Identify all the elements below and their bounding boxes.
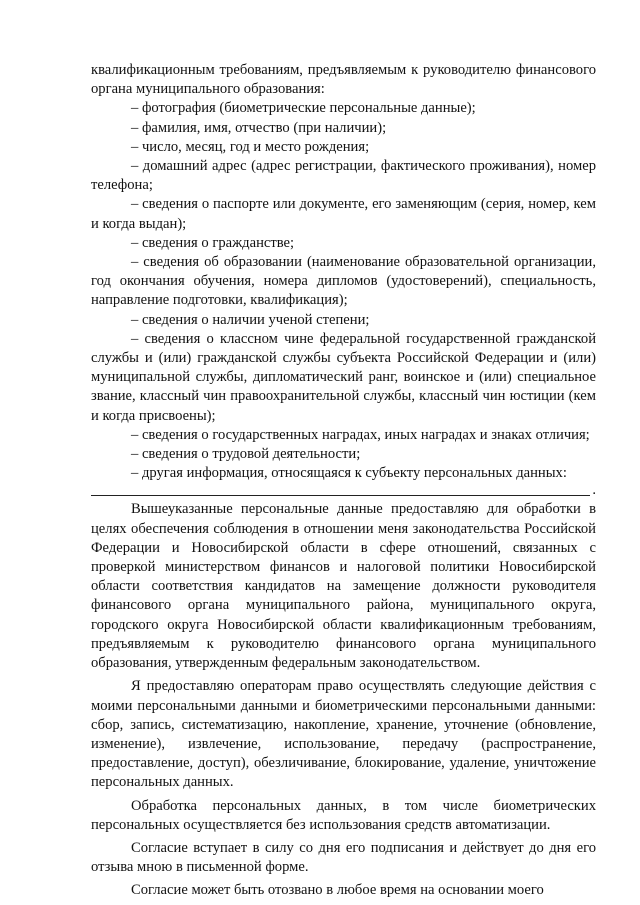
paragraph-processing: Обработка персональных данных, в том числе биометрических персональных осуществляется без использования средств автоматизации. xyxy=(91,797,596,833)
list-item-work: – сведения о трудовой деятельности; xyxy=(131,446,361,463)
fill-in-line xyxy=(91,482,596,499)
paragraph-intro: квалификационным требованиям, предъявляемым к руководителю финансового органа муниципального образования: xyxy=(91,62,596,98)
list-item-other: – другая информация, относящаяся к субъекту персональных данных: xyxy=(131,465,567,482)
list-item-address: – домашний адрес (адрес регистрации, фактического проживания), номер телефона; xyxy=(91,158,596,194)
list-item-birth: – число, месяц, год и место рождения; xyxy=(131,138,370,155)
document-body xyxy=(91,61,596,901)
paragraph-purpose: Вышеуказанные персональные данные предоставляю для обработки в целях обеспечения соблюдения в отношении меня законодательства Российской Федерации и Новосибирской области в сфере отношений, связанных с проверкой министерством финансов и налоговой политики Новосибирской области соответствия кандидатов на замещение должности руководителя финансового органа муниципального района, муниципального округа, городского округа Новосибирской области квалификационным требованиям, предъявляемым к руководителю финансового органа муниципального образования, утвержденным федеральным законодательством. xyxy=(91,501,596,672)
paragraph-actions: Я предоставляю операторам право осуществлять следующие действия с моими персональными данными и биометрическими персональными данными: сбор, запись, систематизацию, накопление, хранение, уточнение (обновление, изменение), извлечение, использование, передачу (распространение, предоставление, доступ), обезличивание, блокирование, удаление, уничтожение персональных данных. xyxy=(91,678,596,791)
list-item-awards: – сведения о государственных наградах, иных наградах и знаках отличия; xyxy=(131,426,590,443)
list-item-passport: – сведения о паспорте или документе, его заменяющим (серия, номер, кем и когда выдан); xyxy=(91,196,596,232)
fill-in-line-end: . xyxy=(592,482,596,499)
paragraph-validity: Согласие вступает в силу со дня его подписания и действует до дня его отзыва мною в письменной форме. xyxy=(91,839,596,876)
list-item-citizenship: – сведения о гражданстве; xyxy=(131,234,295,251)
list-item-education: – сведения об образовании (наименование образовательной организации, год окончания обучения, номера дипломов (удостоверений), специальность, направление подготовки, квалификация); xyxy=(91,254,596,309)
list-item-class-rank: – сведения о классном чине федеральной государственной гражданской службы и (или) гражданской службы субъекта Российской Федерации и (или) муниципальной службы, дипломатический ранг, воинское и (или) специальное звание, классный чин правоохранительной службы, классный чин юстиции (кем и когда присвоены); xyxy=(91,330,596,424)
paragraph-revocation: Согласие может быть отозвано в любое время на основании моего xyxy=(131,882,544,899)
list-item-photo: – фотография (биометрические персональные данные); xyxy=(131,100,476,117)
list-item-name: – фамилия, имя, отчество (при наличии); xyxy=(131,119,387,136)
list-item-degree: – сведения о наличии ученой степени; xyxy=(131,311,370,328)
